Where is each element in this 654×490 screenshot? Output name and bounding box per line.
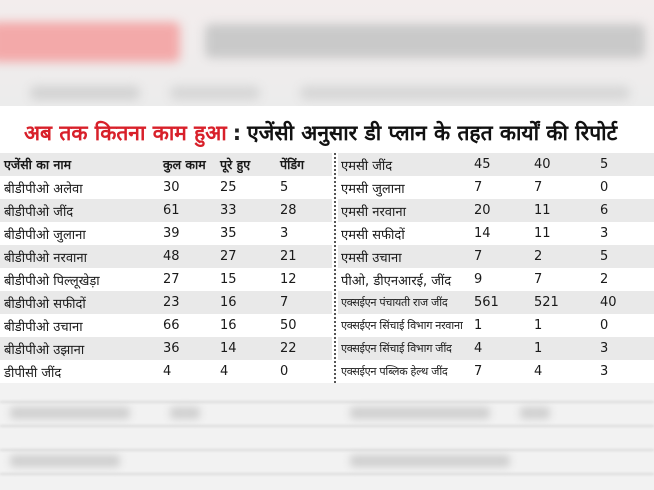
total-cell: 36 — [163, 341, 180, 356]
pending-cell: 0 — [600, 180, 609, 195]
total-cell: 7 — [474, 180, 483, 195]
table-row — [338, 245, 654, 268]
pending-cell: 50 — [280, 318, 297, 333]
column-divider — [334, 153, 336, 383]
header-total-work: कुल काम — [163, 157, 206, 172]
table-row — [0, 337, 332, 360]
table-row — [0, 314, 332, 337]
table-row — [338, 268, 654, 291]
completed-cell: 16 — [220, 295, 237, 310]
agency-name-cell: बीडीपीओ अलेवा — [4, 181, 83, 197]
agency-name-cell: डीपीसी जींद — [4, 365, 62, 381]
total-cell: 23 — [163, 295, 180, 310]
report-headline — [24, 116, 644, 150]
total-cell: 45 — [474, 157, 491, 172]
agency-name-cell: एमसी जुलाना — [341, 181, 405, 197]
agency-name-cell: बीडीपीओ उचाना — [4, 319, 83, 335]
total-cell: 9 — [474, 272, 483, 287]
pending-cell: 3 — [600, 226, 609, 241]
report-card — [0, 106, 654, 383]
agency-name-cell: एमसी उचाना — [341, 250, 402, 266]
blurred-newspaper-top — [0, 0, 654, 106]
headline-red-part: अब तक कितना काम हुआ — [24, 121, 227, 145]
completed-cell: 7 — [534, 272, 543, 287]
agency-name-cell: पीओ, डीएनआरई, जींद — [341, 273, 452, 289]
table-row — [338, 314, 654, 337]
completed-cell: 2 — [534, 249, 543, 264]
left-agency-table — [0, 153, 332, 383]
completed-cell: 33 — [220, 203, 237, 218]
completed-cell: 1 — [534, 341, 543, 356]
pending-cell: 3 — [600, 341, 609, 356]
completed-cell: 7 — [534, 180, 543, 195]
completed-cell: 11 — [534, 226, 551, 241]
pending-cell: 5 — [600, 157, 609, 172]
right-agency-table — [338, 153, 654, 383]
total-cell: 66 — [163, 318, 180, 333]
agency-name-cell: एक्सईएन पंचायती राज जींद — [341, 296, 448, 309]
pending-cell: 21 — [280, 249, 297, 264]
pending-cell: 5 — [600, 249, 609, 264]
agency-name-cell: बीडीपीओ उझाना — [4, 342, 85, 358]
agency-name-cell: बीडीपीओ जींद — [4, 204, 74, 220]
completed-cell: 25 — [220, 180, 237, 195]
total-cell: 561 — [474, 295, 499, 310]
agency-name-cell: बीडीपीओ नरवाना — [4, 250, 88, 266]
agency-name-cell: एमसी जींद — [341, 158, 393, 174]
pending-cell: 3 — [600, 364, 609, 379]
table-row — [0, 360, 332, 383]
total-cell: 39 — [163, 226, 180, 241]
completed-cell: 14 — [220, 341, 237, 356]
pending-cell: 12 — [280, 272, 297, 287]
agency-name-cell: बीडीपीओ पिल्लूखेड़ा — [4, 273, 100, 289]
completed-cell: 27 — [220, 249, 237, 264]
total-cell: 7 — [474, 364, 483, 379]
pending-cell: 2 — [600, 272, 609, 287]
completed-cell: 15 — [220, 272, 237, 287]
total-cell: 4 — [163, 364, 172, 379]
table-row — [338, 153, 654, 176]
pending-cell: 5 — [280, 180, 289, 195]
agency-name-cell: एमसी सफीदों — [341, 227, 405, 243]
header-pending: पेंडिंग — [280, 157, 305, 172]
header-completed: पूरे हुए — [220, 157, 251, 172]
completed-cell: 11 — [534, 203, 551, 218]
pending-cell: 28 — [280, 203, 297, 218]
pending-cell: 0 — [280, 364, 289, 379]
headline-black-part: एजेंसी अनुसार डी प्लान के तहत कार्यों की रिपोर्ट — [247, 121, 618, 145]
table-row — [0, 245, 332, 268]
pending-cell: 7 — [280, 295, 289, 310]
table-row — [0, 291, 332, 314]
agency-name-cell: एक्सईएन सिंचाई विभाग नरवाना — [341, 319, 463, 332]
header-agency-name: एजेंसी का नाम — [4, 157, 72, 172]
pending-cell: 3 — [280, 226, 289, 241]
table-row — [0, 268, 332, 291]
table-row — [338, 176, 654, 199]
total-cell: 30 — [163, 180, 180, 195]
total-cell: 4 — [474, 341, 483, 356]
table-row — [0, 222, 332, 245]
completed-cell: 4 — [534, 364, 543, 379]
table-row — [338, 360, 654, 383]
pending-cell: 22 — [280, 341, 297, 356]
total-cell: 14 — [474, 226, 491, 241]
table-row — [0, 199, 332, 222]
total-cell: 27 — [163, 272, 180, 287]
total-cell: 61 — [163, 203, 180, 218]
table-row — [338, 291, 654, 314]
table-row — [338, 199, 654, 222]
completed-cell: 40 — [534, 157, 551, 172]
pending-cell: 6 — [600, 203, 609, 218]
table-row — [338, 222, 654, 245]
pending-cell: 40 — [600, 295, 617, 310]
completed-cell: 16 — [220, 318, 237, 333]
total-cell: 20 — [474, 203, 491, 218]
total-cell: 48 — [163, 249, 180, 264]
agency-name-cell: बीडीपीओ सफीदों — [4, 296, 86, 312]
completed-cell: 35 — [220, 226, 237, 241]
completed-cell: 4 — [220, 364, 229, 379]
completed-cell: 521 — [534, 295, 559, 310]
table-header-row — [0, 153, 332, 176]
total-cell: 7 — [474, 249, 483, 264]
table-row — [338, 337, 654, 360]
total-cell: 1 — [474, 318, 483, 333]
blurred-newspaper-bottom — [0, 383, 654, 490]
agency-name-cell: बीडीपीओ जुलाना — [4, 227, 86, 243]
completed-cell: 1 — [534, 318, 543, 333]
agency-name-cell: एक्सईएन सिंचाई विभाग जींद — [341, 342, 452, 355]
pending-cell: 0 — [600, 318, 609, 333]
table-row — [0, 176, 332, 199]
agency-name-cell: एमसी नरवाना — [341, 204, 406, 220]
agency-name-cell: एक्सईएन पब्लिक हेल्थ जींद — [341, 365, 448, 378]
headline-separator: : — [232, 121, 242, 145]
